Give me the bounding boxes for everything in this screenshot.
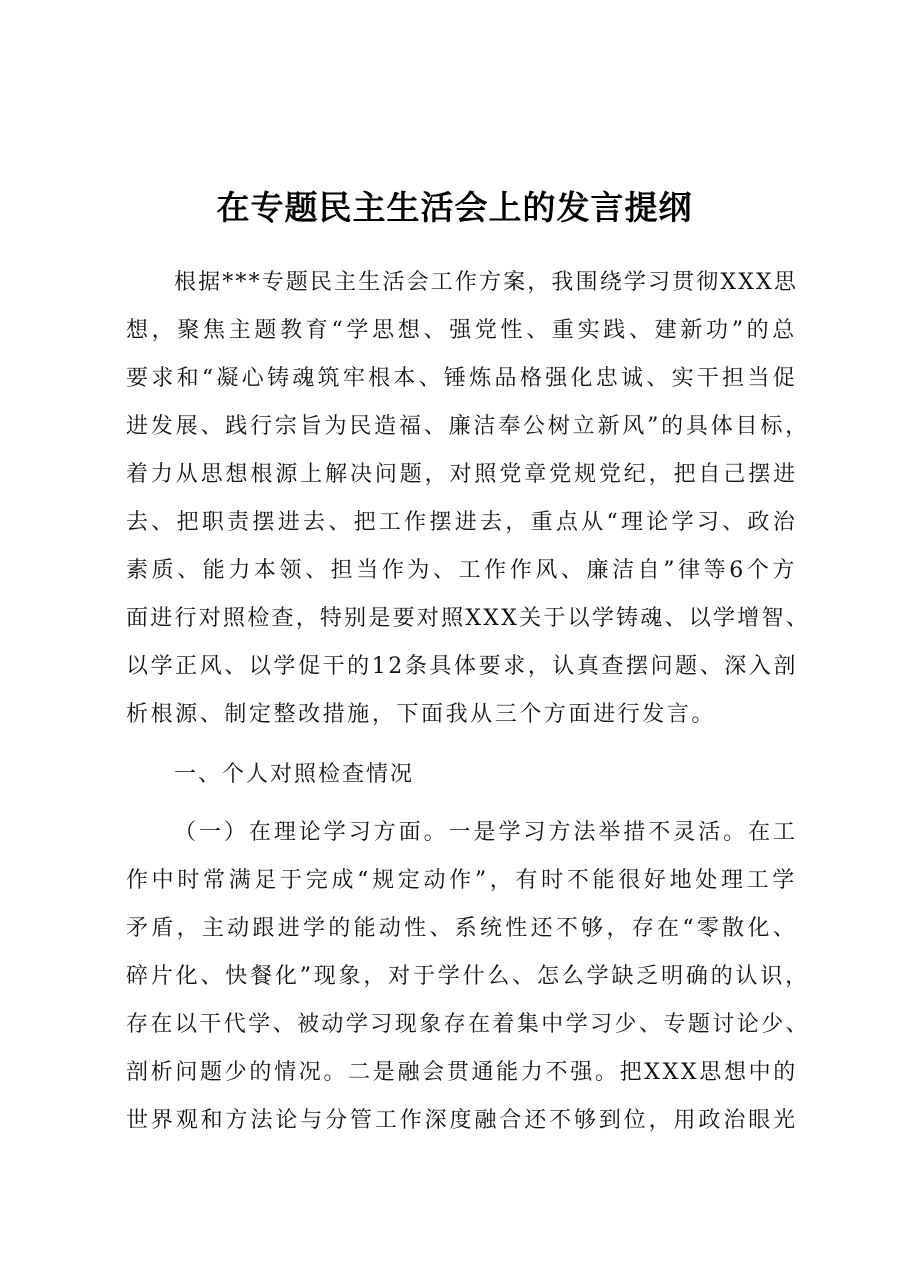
document-title: 在专题民主生活会上的发言提纲 bbox=[216, 188, 693, 227]
body-line-9: 以学正风、以学促干的12条具体要求，认真查摆问题、深入剖 bbox=[126, 654, 798, 679]
body-line-8: 面进行对照检查，特别是要对照XXX关于以学铸魂、以学增智、 bbox=[126, 606, 810, 631]
body-line-12: （一）在理论学习方面。一是学习方法举措不灵活。在工 bbox=[174, 820, 798, 845]
body-line-2: 想，聚焦主题教育“学思想、强党性、重实践、建新功”的总 bbox=[126, 318, 798, 343]
section-heading: 一、个人对照检查情况 bbox=[174, 762, 414, 787]
body-line-1: 根据***专题民主生活会工作方案，我围绕学习贯彻XXX思 bbox=[174, 270, 798, 295]
body-line-10: 析根源、制定整改措施，下面我从三个方面进行发言。 bbox=[126, 702, 716, 727]
body-line-18: 世界观和方法论与分管工作深度融合还不够到位，用政治眼光 bbox=[126, 1108, 798, 1133]
body-line-5: 着力从思想根源上解决问题，对照党章党规党纪，把自己摆进 bbox=[126, 462, 798, 487]
body-line-17: 剖析问题少的情况。二是融会贯通能力不强。把XXX思想中的 bbox=[126, 1060, 798, 1085]
body-line-15: 碎片化、快餐化”现象，对于学什么、怎么学缺乏明确的认识， bbox=[126, 964, 810, 989]
body-line-3: 要求和“凝心铸魂筑牢根本、锤炼品格强化忠诚、实干担当促 bbox=[126, 366, 798, 391]
body-line-7: 素质、能力本领、担当作为、工作作风、廉洁自”律等6个方 bbox=[126, 558, 798, 583]
body-line-16: 存在以干代学、被动学习现象存在着集中学习少、专题讨论少、 bbox=[126, 1012, 810, 1037]
body-line-6: 去、把职责摆进去、把工作摆进去，重点从“理论学习、政治 bbox=[126, 510, 798, 535]
body-line-14: 矛盾，主动跟进学的能动性、系统性还不够，存在“零散化、 bbox=[126, 916, 798, 941]
body-line-13: 作中时常满足于完成“规定动作”，有时不能很好地处理工学 bbox=[126, 868, 798, 893]
body-line-4: 进发展、践行宗旨为民造福、廉洁奉公树立新风”的具体目标， bbox=[126, 414, 810, 439]
